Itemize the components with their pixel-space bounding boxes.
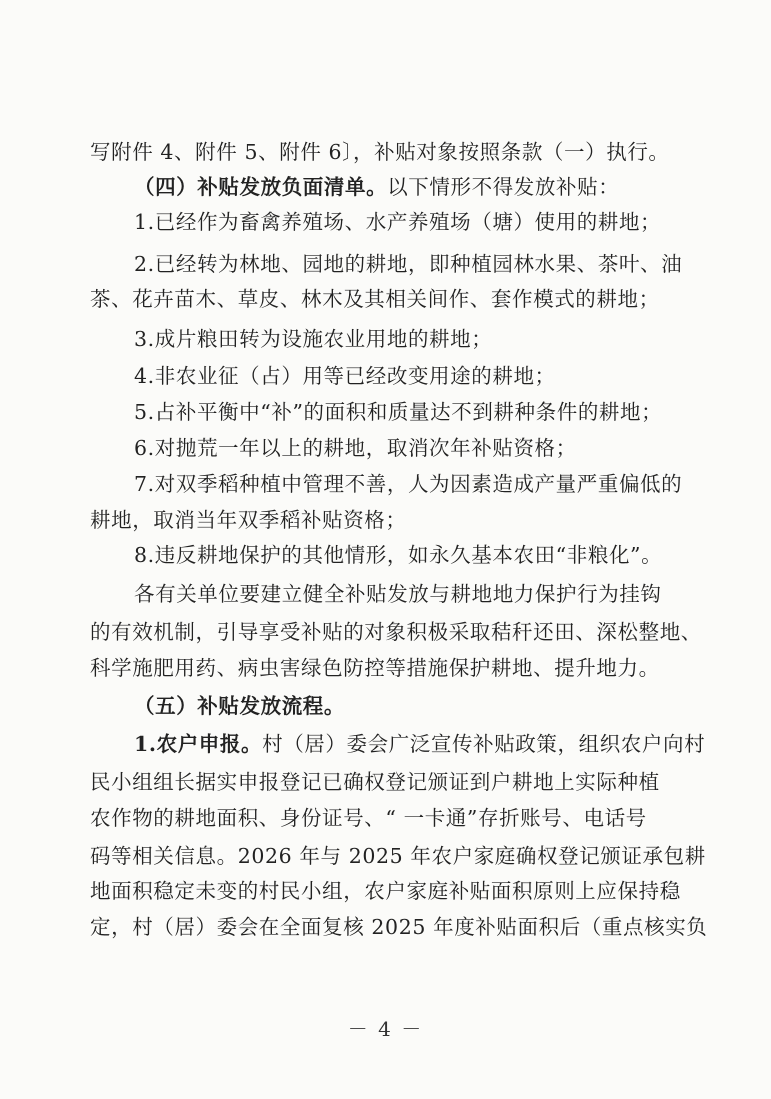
section-four-text: 以下情形不得发放补贴： [387,175,620,199]
paragraph-line: 写附件 4、附件 5、附件 6〕，补贴对象按照条款（一）执行。 [90,140,670,164]
paragraph-line: 定，村（居）委会在全面复核 2025 年度补贴面积后（重点核实负 [90,915,708,939]
paragraph-line: 的有效机制，引导享受补贴的对象积极采取秸秆还田、深松整地、 [90,620,702,644]
page-number: － 4 － [347,1017,424,1041]
paragraph-line: 民小组组长据实申报登记已确权登记颁证到户耕地上实际种植 [90,770,660,794]
step-one-heading: 1.农户申报。 [134,732,263,756]
list-item: 7.对双季稻种植中管理不善，人为因素造成产量严重偏低的 [134,472,683,496]
paragraph-line: 耕地，取消当年双季稻补贴资格； [90,508,407,532]
step-one-text: 村（居）委会广泛宣传补贴政策，组织农户向村 [262,732,706,756]
section-four-heading: （四）补贴发放负面清单。 [134,175,388,199]
step-one-line [134,729,706,759]
paragraph-line: 科学施肥用药、病虫害绿色防控等措施保护耕地、提升地力。 [90,656,660,680]
paragraph-line: 农作物的耕地面积、身份证号、“ 一卡通”存折账号、电话号 [90,806,647,830]
paragraph-line: 各有关单位要建立健全补贴发放与耕地地力保护行为挂钩 [134,582,662,606]
paragraph-line: 地面积稳定未变的村民小组，农户家庭补贴面积原则上应保持稳 [90,879,681,903]
list-item: 3.成片粮田转为设施农业用地的耕地； [134,327,493,351]
list-item: 8.违反耕地保护的其他情形，如永久基本农田“非粮化”。 [134,543,663,567]
section-five-heading: （五）补贴发放流程。 [134,694,345,718]
list-item: 4.非农业征（占）用等已经改变用途的耕地； [134,364,556,388]
list-item: 1.已经作为畜禽养殖场、水产养殖场（塘）使用的耕地； [134,210,662,234]
paragraph-line: 码等相关信息。2026 年与 2025 年农户家庭确权登记颁证承包耕 [90,844,706,868]
list-item: 6.对抛荒一年以上的耕地，取消次年补贴资格； [134,436,577,460]
list-item: 5.占补平衡中“补”的面积和质量达不到耕种条件的耕地； [134,400,663,424]
section-four-line [134,172,690,202]
list-item: 2.已经转为林地、园地的耕地，即种植园林水果、茶叶、油 [134,252,683,276]
paragraph-line: 茶、花卉苗木、草皮、林木及其相关间作、套作模式的耕地； [90,287,660,311]
